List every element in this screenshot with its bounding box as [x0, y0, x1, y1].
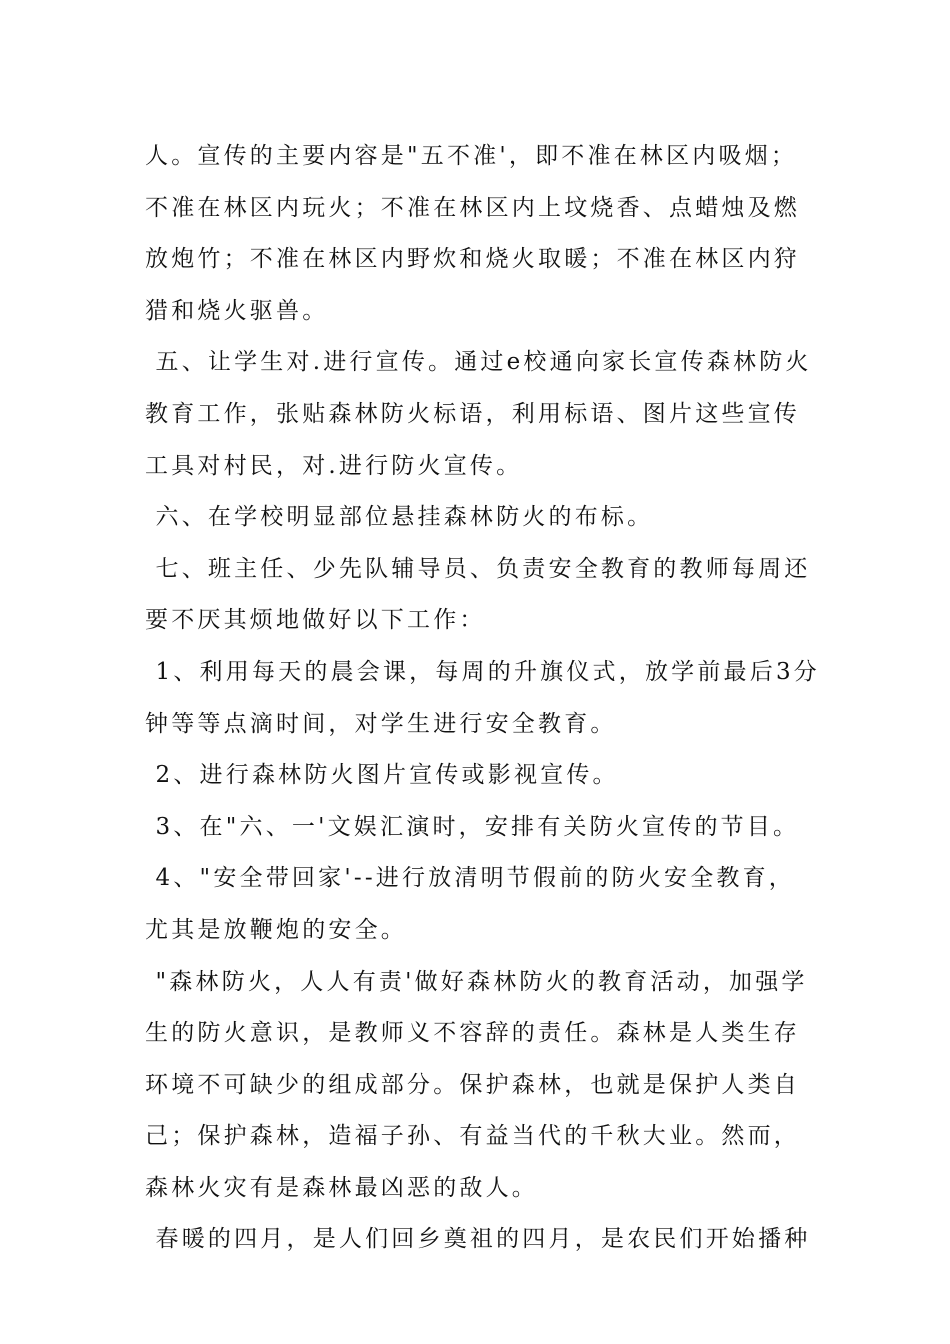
text-line: 六、在学校明显部位悬挂森林防火的布标。 — [145, 504, 654, 531]
text-line: 生的防火意识，是教师义不容辞的责任。森林是人类生存 — [145, 1020, 800, 1047]
text-line: "森林防火，人人有责'做好森林防火的教育活动，加强学 — [145, 968, 808, 995]
text-line: 猎和烧火驱兽。 — [145, 297, 329, 324]
text-line: 教育工作，张贴森林防火标语，利用标语、图片这些宣传 — [145, 400, 800, 427]
text-line: 不准在林区内玩火；不准在林区内上坟烧香、点蜡烛及燃 — [145, 194, 800, 221]
text-line: 工具对村民，对.进行防火宣传。 — [145, 452, 523, 479]
text-line: 五、让学生对.进行宣传。通过e校通向家长宣传森林防火 — [145, 349, 812, 376]
text-line: 人。宣传的主要内容是"五不准'，即不准在林区内吸烟； — [145, 143, 798, 169]
text-line: 3、在"六、一'文娱汇演时，安排有关防火宣传的节目。 — [145, 813, 800, 840]
text-line: 己；保护森林，造福子孙、有益当代的千秋大业。然而， — [145, 1123, 800, 1150]
text-line: 要不厌其烦地做好以下工作： — [145, 607, 486, 634]
text-line: 七、班主任、少先队辅导员、负责安全教育的教师每周还 — [145, 555, 811, 582]
text-line: 1、利用每天的晨会课，每周的升旗仪式，放学前最后3分 — [145, 658, 820, 685]
text-line: 尤其是放鞭炮的安全。 — [145, 916, 407, 943]
text-line: 钟等等点滴时间，对学生进行安全教育。 — [145, 710, 617, 737]
text-line: 2、进行森林防火图片宣传或影视宣传。 — [145, 762, 619, 789]
text-line: 放炮竹；不准在林区内野炊和烧火取暖；不准在林区内狩 — [145, 246, 800, 273]
text-line: 环境不可缺少的组成部分。保护森林，也就是保护人类自 — [145, 1071, 800, 1098]
body-text — [145, 131, 820, 1266]
text-line: 4、"安全带回家'--进行放清明节假前的防火安全教育， — [145, 865, 795, 892]
text-line: 森林火灾有是森林最凶恶的敌人。 — [145, 1174, 538, 1201]
text-line: 春暖的四月，是人们回乡奠祖的四月，是农民们开始播种 — [145, 1226, 811, 1253]
